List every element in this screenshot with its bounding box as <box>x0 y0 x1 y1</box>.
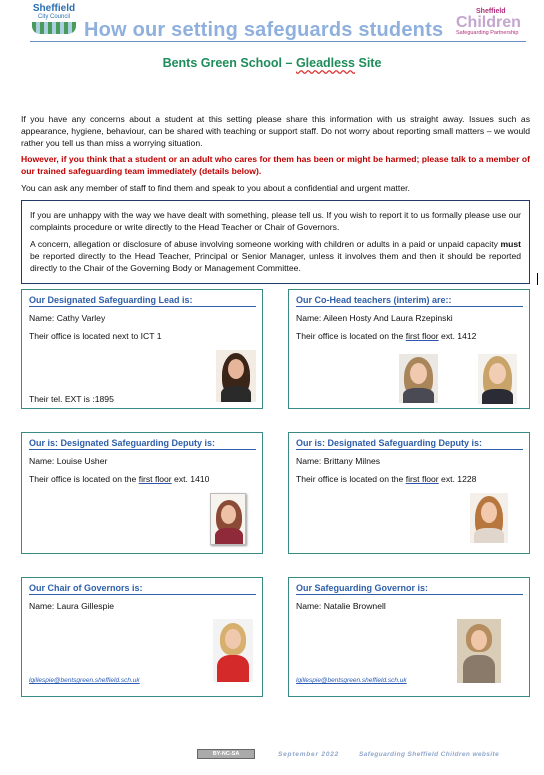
office-ext: ext. 1410 <box>171 474 210 484</box>
subtitle-site: Gleadless <box>295 56 356 70</box>
staff-photo <box>210 493 246 545</box>
staff-photo <box>399 354 438 403</box>
card-name: Name: Cathy Varley <box>29 313 106 323</box>
complaints-box <box>21 200 530 284</box>
office-floor: first floor <box>138 474 172 484</box>
office-floor: first floor <box>405 331 439 341</box>
text-cursor <box>537 273 538 285</box>
card-name: Name: Aileen Hosty And Laura Rzepinski <box>296 313 453 323</box>
footer <box>197 749 531 760</box>
card-name: Name: Laura Gillespie <box>29 601 115 611</box>
card-name: Name: Brittany Milnes <box>296 456 381 466</box>
card-heading: Our Chair of Governors is: <box>29 583 256 595</box>
card-co-head-teachers <box>288 289 530 409</box>
footer-website[interactable]: Safeguarding Sheffield Children website <box>359 751 500 758</box>
card-office <box>296 474 476 484</box>
office-ext: ext. 1228 <box>438 474 477 484</box>
allegation-text-a: A concern, allegation or disclosure of abuse involving someone working with children or adults in a paid or unpaid capacity <box>30 239 501 249</box>
logo-right-line1: Sheffield <box>476 8 506 15</box>
logo-left-line2: City Council <box>37 14 70 20</box>
staff-photo <box>478 354 517 404</box>
staff-photo <box>213 619 253 682</box>
footer-date: September 2022 <box>278 751 340 758</box>
card-heading: Our is: Designated Safeguarding Deputy is: <box>29 438 256 450</box>
page-title: How our setting safeguards students <box>84 19 444 41</box>
office-ext: ext. 1412 <box>438 331 477 341</box>
card-name: Name: Louise Usher <box>29 456 108 466</box>
card-heading: Our is: Designated Safeguarding Deputy is: <box>296 438 523 450</box>
card-name: Name: Natalie Brownell <box>296 601 386 611</box>
safeguarding-partnership-logo <box>456 8 526 37</box>
intro-paragraph: If you have any concerns about a student at this setting please share this information with us straight away. Issues such as appearance, hygiene, behaviour, can be shared with teaching or support staff. Do not worry about reporting small matters – we would rather you tell us than miss a worrying situation. <box>21 114 530 148</box>
card-office: Their office is located next to ICT 1 <box>29 331 162 341</box>
card-office <box>29 474 209 484</box>
card-safeguarding-deputy-usher <box>21 432 263 554</box>
card-safeguarding-deputy-milnes <box>288 432 530 554</box>
card-office <box>296 331 476 341</box>
card-safeguarding-governor <box>288 577 530 697</box>
office-text: Their office is located on the <box>296 331 406 341</box>
allegation-text-b: be reported directly to the Head Teacher, Principal or Senior Manager, unless it involves them and then it should be reported directly to the Chair of the Governing Body or Management Committee. <box>30 251 521 273</box>
subtitle-prefix: Bents Green School – <box>162 56 296 70</box>
sheffield-city-council-logo <box>30 4 78 38</box>
governor-email-link[interactable]: lgillespie@bentsgreen.sheffield.sch.uk <box>296 677 407 684</box>
staff-photo <box>457 619 501 683</box>
card-heading: Our Safeguarding Governor is: <box>296 583 523 595</box>
subtitle-suffix: Site <box>355 56 382 70</box>
card-heading: Our Designated Safeguarding Lead is: <box>29 295 256 307</box>
card-telephone: Their tel. EXT is :1895 <box>29 394 114 404</box>
staff-photo <box>470 493 508 543</box>
office-text: Their office is located on the <box>29 474 139 484</box>
confidential-note: You can ask any member of staff to find them and speak to you about a confidential and urgent matter. <box>21 183 410 193</box>
school-subtitle <box>0 56 544 70</box>
urgent-warning: However, if you think that a student or an adult who cares for them has been or might be harmed; please talk to a member of our trained safeguarding team immediately (details below). <box>21 154 530 176</box>
governor-email-link[interactable]: lgillespie@bentsgreen.sheffield.sch.uk <box>29 677 140 684</box>
allegation-paragraph <box>30 238 521 274</box>
header-divider <box>30 41 526 42</box>
logo-right-line3: Safeguarding Partnership <box>456 30 519 36</box>
card-chair-of-governors <box>21 577 263 697</box>
complaints-paragraph: If you are unhappy with the way we have dealt with something, please tell us. If you wish to report it to us formally please use our complaints procedure or write directly to the Head Teacher or Chair of Governors. <box>30 210 521 232</box>
logo-left-line1: Sheffield <box>32 3 76 14</box>
staff-photo <box>216 350 256 402</box>
creative-commons-badge: BY-NC-SA <box>197 749 255 759</box>
office-text: Their office is located on the <box>296 474 406 484</box>
logo-right-line2: Children <box>456 14 521 31</box>
office-floor: first floor <box>405 474 439 484</box>
card-heading: Our Co-Head teachers (interim) are:: <box>296 295 523 307</box>
card-designated-safeguarding-lead <box>21 289 263 409</box>
allegation-must: must <box>500 239 521 249</box>
logo-waves-icon <box>32 22 76 34</box>
